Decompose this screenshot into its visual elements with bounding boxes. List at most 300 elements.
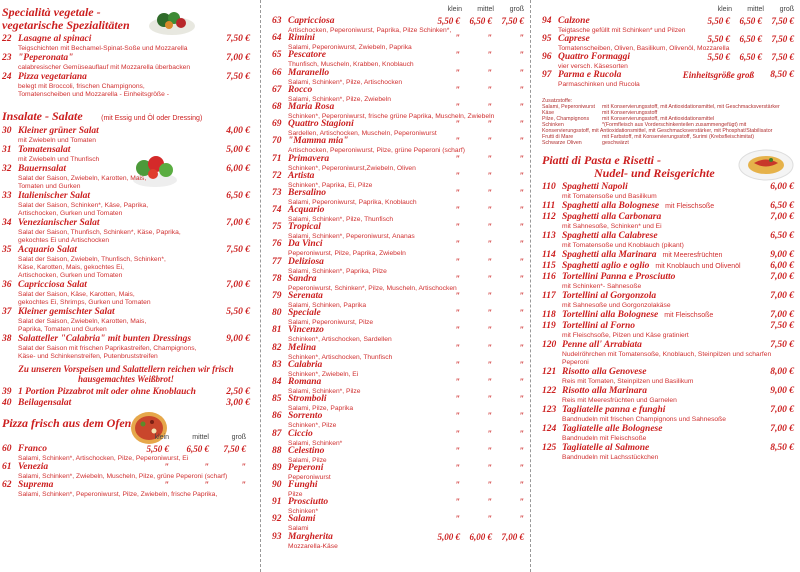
item-desc: mit Tomatensoße und Knoblauch (pikant) bbox=[562, 242, 684, 249]
parma-item bbox=[542, 70, 794, 90]
item-number: 87 bbox=[272, 428, 282, 439]
menu-item bbox=[2, 191, 250, 218]
menu-item bbox=[2, 387, 250, 398]
additive-row bbox=[542, 122, 794, 134]
item-price: 7,50 € bbox=[770, 340, 794, 350]
item-name: Spaghetti alla Bolognese bbox=[562, 201, 660, 211]
vegetarian-title-1: Specialità vegetale - bbox=[2, 5, 101, 19]
item-number: 31 bbox=[2, 145, 12, 155]
item-price: " bbox=[487, 411, 492, 422]
item-desc: mit Schinken*- Sahnesoße bbox=[562, 283, 642, 290]
item-name: Acquario Salat bbox=[18, 245, 77, 255]
item-desc: Schinken*, Pilze bbox=[288, 422, 337, 430]
item-price: " bbox=[455, 308, 460, 319]
item-price: " bbox=[519, 445, 524, 456]
size-header-c bbox=[542, 6, 794, 16]
additive-key: Schwarze Oliven bbox=[542, 140, 582, 146]
item-number: 76 bbox=[272, 239, 282, 250]
item-desc: Tomatenscheiben und Mozzarella - Einheitsgröße - bbox=[18, 91, 169, 98]
item-price: " bbox=[455, 187, 460, 198]
item-number: 24 bbox=[2, 72, 12, 82]
item-name: Caprese bbox=[558, 34, 590, 44]
item-price: 6,50 € bbox=[739, 34, 762, 44]
item-name: Stromboli bbox=[288, 394, 327, 405]
item-desc: Salat der Saison, Thunfisch, Schinken*, Käse, Paprika, bbox=[18, 229, 181, 236]
item-price: " bbox=[519, 153, 524, 164]
additive-key: Salami, Peperoniwurst bbox=[542, 104, 595, 110]
item-desc: Salami, Schinken*, Pilze, Thunfisch bbox=[288, 216, 394, 224]
item-price: 5,50 € bbox=[146, 444, 169, 454]
item-number: 67 bbox=[272, 84, 282, 95]
item-name: Salami bbox=[288, 514, 316, 525]
item-number: 84 bbox=[272, 376, 282, 387]
item-price: 7,00 € bbox=[770, 424, 794, 434]
item-desc: mit Zwiebeln und Tomaten bbox=[18, 137, 96, 144]
item-price: 7,50 € bbox=[771, 16, 794, 26]
item-price: " bbox=[455, 205, 460, 216]
size-medium: mittel bbox=[192, 434, 209, 441]
menu-item bbox=[2, 398, 250, 409]
item-number: 82 bbox=[272, 342, 282, 353]
item-price: " bbox=[487, 187, 492, 198]
item-price: " bbox=[519, 428, 524, 439]
item-price: 7,50 € bbox=[501, 16, 524, 26]
item-number: 89 bbox=[272, 462, 282, 473]
item-price: 7,00 € bbox=[501, 531, 524, 542]
menu-item bbox=[542, 261, 794, 272]
item-price: 6,50 € bbox=[770, 201, 794, 211]
item-number: 35 bbox=[2, 245, 12, 255]
item-number: 66 bbox=[272, 67, 282, 78]
pizza-item bbox=[272, 136, 524, 155]
item-price: 6,00 € bbox=[226, 164, 250, 174]
item-price: " bbox=[487, 119, 492, 130]
size-header-a bbox=[2, 434, 250, 444]
item-price: " bbox=[487, 462, 492, 473]
item-price: 6,50 € bbox=[226, 191, 250, 201]
item-name: Rimini bbox=[288, 33, 315, 44]
item-price: " bbox=[519, 50, 524, 61]
item-name: Kleiner grüner Salat bbox=[18, 126, 99, 136]
item-price: " bbox=[164, 480, 169, 490]
item-price: 8,50 € bbox=[770, 70, 794, 80]
item-name: Peperoni bbox=[288, 462, 324, 473]
item-number: 118 bbox=[542, 310, 556, 320]
item-price: " bbox=[487, 480, 492, 491]
item-name: Venezia bbox=[18, 462, 49, 472]
item-name: Sandra bbox=[288, 273, 317, 284]
menu-item bbox=[542, 182, 794, 201]
item-desc: Salami, Schinken* bbox=[288, 439, 343, 447]
item-price: " bbox=[519, 462, 524, 473]
vegetarian-section bbox=[2, 6, 250, 99]
item-desc: Schinken*, Peperoniwurst, frische grüne Paprika, Muscheln, Zwiebeln bbox=[288, 112, 495, 120]
item-price: " bbox=[519, 84, 524, 95]
menu-item bbox=[542, 405, 794, 424]
item-price: 7,50 € bbox=[223, 444, 246, 454]
pizza-item bbox=[542, 16, 794, 34]
item-name: Maria Rosa bbox=[288, 101, 335, 112]
menu-item bbox=[542, 367, 794, 386]
item-price: " bbox=[455, 153, 460, 164]
menu-item bbox=[2, 126, 250, 145]
bread-banner-2: hausgemachtes Weißbrot! bbox=[78, 374, 174, 384]
item-price: 7,00 € bbox=[770, 405, 794, 415]
item-name: Franco bbox=[18, 444, 48, 454]
pizza-item bbox=[542, 34, 794, 52]
item-number: 95 bbox=[542, 34, 552, 44]
additive-key: Pilze, Champignons bbox=[542, 116, 590, 122]
pizza-oven-section bbox=[2, 417, 250, 498]
item-price: 5,50 € bbox=[226, 307, 250, 317]
item-name: Bersalino bbox=[288, 187, 327, 198]
pizza-item bbox=[272, 205, 524, 224]
item-name: Spaghetti alla Marinara bbox=[562, 250, 657, 260]
pizza-item bbox=[2, 480, 250, 498]
item-name: Quattro Formaggi bbox=[558, 52, 631, 62]
pizza-item bbox=[542, 52, 794, 70]
item-name: Pizza vegetariana bbox=[18, 72, 87, 82]
item-name: Risotto alla Genovese bbox=[562, 367, 647, 377]
item-price: " bbox=[487, 497, 492, 508]
item-price: " bbox=[455, 84, 460, 95]
item-number: 83 bbox=[272, 359, 282, 370]
item-price: " bbox=[519, 273, 524, 284]
item-name: Prosciutto bbox=[288, 497, 329, 508]
pizza-item bbox=[272, 187, 524, 206]
salads-section bbox=[2, 107, 250, 409]
item-desc: Reis mit Meeresfrüchten und Garnelen bbox=[562, 397, 677, 404]
item-price: " bbox=[455, 136, 460, 147]
pizza-item bbox=[272, 376, 524, 395]
item-price: 5,00 € bbox=[226, 145, 250, 155]
item-number: 90 bbox=[272, 480, 282, 491]
item-number: 88 bbox=[272, 445, 282, 456]
item-price: 9,00 € bbox=[770, 386, 794, 396]
item-desc: Bandnudeln mit frischen Champignons und Sahnesoße bbox=[562, 416, 726, 423]
item-name: Vincenzo bbox=[288, 325, 324, 336]
item-desc: Peperoniwurst bbox=[288, 473, 331, 481]
item-number: 68 bbox=[272, 101, 282, 112]
size-large: groß bbox=[779, 6, 794, 13]
pasta-title-2: Nudel- und Reisgerichte bbox=[594, 166, 715, 180]
item-name: Spaghetti Napoli bbox=[562, 182, 628, 192]
item-price: " bbox=[519, 205, 524, 216]
item-desc: mit Tomatensoße und Basilikum bbox=[562, 193, 657, 200]
item-number: 30 bbox=[2, 126, 12, 136]
item-name: Bauernsalat bbox=[18, 164, 67, 174]
item-price: " bbox=[487, 376, 492, 387]
item-desc: Teigtasche gefüllt mit Schinken* und Pilzen bbox=[558, 27, 686, 34]
item-desc: Salami, Peperoniwurst, Pilze bbox=[288, 319, 374, 327]
menu-item bbox=[2, 145, 250, 164]
item-price: 7,00 € bbox=[226, 53, 250, 63]
item-number: 63 bbox=[272, 16, 282, 26]
menu-item bbox=[542, 386, 794, 405]
item-desc: Salami, Schinken*, Pilze bbox=[288, 387, 361, 395]
item-name: Sorrento bbox=[288, 411, 323, 422]
item-price: " bbox=[455, 256, 460, 267]
item-desc: Käse- und Schinkenstreifen, Putenbruststreifen bbox=[18, 353, 158, 360]
additive-value: *(Formfleisch aus Vorderschinkenteilen zusammengefügt) mit Konservierungsstoff, mit Antioxidationsmittel, mit Geschmacksverstärker, mit Phosphat/Stabilisator bbox=[542, 122, 773, 134]
item-number: 85 bbox=[272, 394, 282, 405]
pizza-item bbox=[272, 394, 524, 413]
item-price: 3,00 € bbox=[226, 398, 250, 408]
item-desc: Salami, Schinken*, Artischocken, Pilze, Peperoniwurst, Ei bbox=[18, 455, 189, 462]
item-name: Acquario bbox=[288, 205, 325, 216]
item-desc: Salami bbox=[288, 525, 309, 533]
pizza-oven-title: Pizza frisch aus dem Ofen bbox=[2, 416, 132, 430]
item-name: Capricciosa bbox=[288, 16, 335, 26]
item-desc: Peperoniwurst, Schinken*, Pilze, Muscheln, Artischocken bbox=[288, 284, 457, 292]
pizza-item bbox=[272, 101, 524, 120]
item-desc: calabresischer Gemüseauflauf mit Mozzarella überbacken bbox=[18, 64, 191, 71]
menu-item bbox=[2, 34, 250, 53]
item-desc: Salat der Saison, Zwiebeln, Karotten, Mais, bbox=[18, 318, 147, 325]
item-price: " bbox=[455, 462, 460, 473]
item-number: 79 bbox=[272, 291, 282, 301]
item-desc: Tomatenscheiben, Oliven, Basilikum, Olivenöl, Mozzarella bbox=[558, 45, 730, 52]
item-price: " bbox=[455, 411, 460, 422]
item-name: Spaghetti alla Carbonara bbox=[562, 212, 662, 222]
menu-item bbox=[542, 250, 794, 261]
item-desc: Schinken*, Paprika, Ei, Pilze bbox=[288, 181, 373, 189]
pizza-item bbox=[272, 480, 524, 499]
item-price: 6,50 € bbox=[739, 16, 762, 26]
item-price: " bbox=[519, 291, 524, 301]
pizza-item bbox=[272, 445, 524, 464]
additive-key: Käse bbox=[542, 110, 555, 116]
item-name: Parma e Rucola bbox=[558, 70, 622, 80]
item-name: Tagliatelle al Salmone bbox=[562, 443, 650, 453]
item-desc: Bandnudeln mit Lachsstückchen bbox=[562, 454, 659, 461]
item-desc: Salat der Saison, Zwiebeln, Karotten, Mais, bbox=[18, 175, 147, 182]
item-desc: belegt mit Broccoli, frischen Champignons, bbox=[18, 83, 145, 90]
item-price: " bbox=[455, 497, 460, 508]
item-price: " bbox=[519, 101, 524, 112]
parma-size: Einheitsgröße groß bbox=[682, 70, 754, 80]
item-name: Quattro Stagioni bbox=[288, 119, 354, 130]
item-number: 22 bbox=[2, 34, 12, 44]
item-number: 122 bbox=[542, 386, 557, 396]
item-price: " bbox=[487, 325, 492, 336]
item-desc: Paprika, Tomaten und Gurken bbox=[18, 326, 107, 333]
item-price: " bbox=[487, 136, 492, 147]
item-number: 110 bbox=[542, 182, 556, 192]
item-price: " bbox=[487, 428, 492, 439]
menu-item bbox=[2, 218, 250, 245]
pizza-item bbox=[272, 462, 524, 481]
pizza-item bbox=[272, 84, 524, 103]
item-name: Rocco bbox=[288, 84, 313, 95]
menu-item bbox=[2, 307, 250, 334]
item-price: " bbox=[487, 256, 492, 267]
item-number: 124 bbox=[542, 424, 557, 434]
item-price: " bbox=[519, 308, 524, 319]
item-price: " bbox=[519, 67, 524, 78]
item-name: Pescatore bbox=[288, 50, 326, 61]
item-desc: Salat der Saison, Schinken*, Käse, Paprika, bbox=[18, 202, 149, 209]
item-price: 5,50 € bbox=[707, 34, 730, 44]
pizza-item bbox=[272, 239, 524, 258]
item-price: 7,50 € bbox=[226, 34, 250, 44]
item-number: 34 bbox=[2, 218, 12, 228]
item-price: " bbox=[519, 256, 524, 267]
item-price: " bbox=[487, 308, 492, 319]
item-price: " bbox=[455, 50, 460, 61]
item-desc: Schinken* bbox=[288, 508, 319, 516]
item-desc: mit Fleischsoße, Pilzen und Käse gratiniert bbox=[562, 332, 689, 339]
item-number: 92 bbox=[272, 514, 282, 525]
item-price: " bbox=[455, 33, 460, 44]
item-price: 9,00 € bbox=[226, 334, 250, 344]
pizza-item bbox=[272, 325, 524, 344]
item-price: 5,00 € bbox=[437, 531, 460, 542]
item-name: Margherita bbox=[288, 531, 333, 542]
item-desc: Salami, Schinken*, Peperoniwurst, Ananas bbox=[288, 233, 415, 241]
item-name: Tortellini al Forno bbox=[562, 321, 636, 331]
item-price: 7,50 € bbox=[771, 34, 794, 44]
size-small: klein bbox=[447, 6, 462, 13]
item-desc: Salami, Schinken*, Paprika, Pilze bbox=[288, 267, 387, 275]
item-desc: mit Sahnesoße und Gorgonzolakäse bbox=[562, 302, 671, 309]
menu-item bbox=[542, 272, 794, 291]
item-name: Da Vinci bbox=[288, 239, 323, 250]
item-name: Tortellini alla Bolognese bbox=[562, 310, 659, 320]
item-number: 96 bbox=[542, 52, 552, 62]
item-price: 7,50 € bbox=[226, 245, 250, 255]
item-desc: gekochtes Ei, Shrimps, Gurken und Tomaten bbox=[18, 299, 151, 306]
item-price: " bbox=[487, 205, 492, 216]
item-name: Tagliatelle panna e funghi bbox=[562, 405, 666, 415]
menu-item bbox=[542, 321, 794, 340]
menu-column-1 bbox=[0, 0, 258, 572]
additive-value: mit Konservierungsstoff, mit Antioxidationsmittel bbox=[602, 116, 715, 122]
additive-key: Frutti di Mare bbox=[542, 134, 574, 140]
item-number: 60 bbox=[2, 444, 12, 454]
item-desc: Salami, Pilze bbox=[288, 456, 327, 464]
item-price: " bbox=[519, 119, 524, 130]
item-price: " bbox=[519, 394, 524, 405]
pizza-item bbox=[272, 222, 524, 241]
item-name: "Mamma mia" bbox=[288, 136, 349, 147]
menu-column-2 bbox=[262, 0, 526, 572]
size-medium: mittel bbox=[477, 6, 494, 13]
size-large: groß bbox=[509, 6, 524, 13]
pizza-item bbox=[272, 67, 524, 86]
menu-item bbox=[2, 334, 250, 361]
item-number: 61 bbox=[2, 462, 12, 472]
pizza-item bbox=[272, 50, 524, 69]
item-price: " bbox=[519, 497, 524, 508]
item-number: 70 bbox=[272, 136, 282, 147]
item-price: 4,00 € bbox=[226, 126, 250, 136]
item-price: " bbox=[519, 33, 524, 44]
pizza-item bbox=[272, 16, 524, 34]
item-price: " bbox=[455, 239, 460, 250]
item-price: " bbox=[519, 325, 524, 336]
item-desc: Teigschichten mit Bechamel-Spinat-Soße und Mozzarella bbox=[18, 45, 188, 52]
item-name: Calzone bbox=[558, 16, 590, 26]
item-name: Suprema bbox=[18, 480, 54, 490]
item-desc: mit Zwiebeln und Thunfisch bbox=[18, 156, 100, 163]
item-price: 7,50 € bbox=[770, 321, 794, 331]
menu-item bbox=[542, 201, 794, 212]
pizza-item bbox=[272, 273, 524, 292]
item-price: " bbox=[519, 239, 524, 250]
item-name: Italienischer Salat bbox=[18, 191, 91, 201]
item-desc: Peperoniwurst, Pilze, Paprika, Zwiebeln bbox=[288, 250, 406, 258]
item-name: Maranello bbox=[288, 67, 330, 78]
item-name: Capricciosa Salat bbox=[18, 280, 87, 290]
item-number: 111 bbox=[542, 201, 556, 211]
item-name: Primavera bbox=[288, 153, 330, 164]
item-desc: Tomaten und Gurken bbox=[18, 183, 81, 190]
item-desc: Käse, Karotten, Mais, gekochtes Ei, bbox=[18, 264, 124, 271]
item-desc: Salami, Pilze, Paprika bbox=[288, 405, 354, 413]
item-price: " bbox=[519, 170, 524, 181]
bread-banner-1: Zu unseren Vorspeisen und Salattellern reichen wir frisch bbox=[18, 364, 234, 374]
item-price: 9,00 € bbox=[770, 250, 794, 260]
additives bbox=[542, 98, 794, 146]
item-inline-desc: mit Fleischsoße bbox=[665, 203, 715, 210]
item-price: 6,00 € bbox=[770, 182, 794, 192]
item-inline-desc: mit Meeresfrüchten bbox=[662, 252, 723, 259]
item-name: Penne all' Arrabiata bbox=[562, 340, 642, 350]
item-price: " bbox=[519, 342, 524, 353]
item-desc: Salami, Schinken, Paprika bbox=[288, 302, 367, 309]
menu-item bbox=[542, 443, 794, 462]
item-price: " bbox=[519, 222, 524, 233]
pizza-item bbox=[272, 119, 524, 138]
item-price: " bbox=[487, 239, 492, 250]
vegetarian-title-2: vegetarische Spezialitäten bbox=[2, 18, 130, 32]
item-price: " bbox=[204, 480, 209, 490]
item-desc: Parmaschinken und Rucola bbox=[558, 81, 640, 88]
item-price: " bbox=[487, 153, 492, 164]
item-name: Serenata bbox=[288, 291, 323, 301]
item-price: " bbox=[519, 187, 524, 198]
item-desc: Nudelröhrchen mit Tomatensoße, Knoblauch, Steinpilzen und scharfen Peperoni bbox=[562, 351, 772, 366]
item-name: Artista bbox=[288, 170, 315, 181]
item-desc: Sardellen, Artischocken, Muscheln, Peperoniwurst bbox=[288, 130, 437, 138]
item-name: "Peperonata" bbox=[18, 53, 74, 63]
item-desc: Reis mit Tomaten, Steinpilzen und Basilikum bbox=[562, 378, 694, 385]
menu-item bbox=[2, 164, 250, 191]
item-name: Beilagensalat bbox=[18, 398, 72, 408]
item-name: Funghi bbox=[288, 480, 318, 491]
item-name: Spaghetti alla Calabrese bbox=[562, 231, 658, 241]
additive-value: mit Farbstoff, mit Konservierungsstoff, Surimi (Krebsfleischimitat) bbox=[602, 134, 754, 140]
item-desc: Artischocken, Gurken und Tomaten bbox=[18, 210, 123, 217]
item-name: Kleiner gemischter Salat bbox=[18, 307, 115, 317]
item-price: " bbox=[487, 67, 492, 78]
item-number: 94 bbox=[542, 16, 552, 26]
item-price: " bbox=[455, 273, 460, 284]
item-desc: Artischocken, Peperoniwurst, Paprika, Pilze Schinken*, bbox=[288, 27, 452, 34]
item-number: 73 bbox=[272, 187, 282, 198]
item-price: " bbox=[455, 445, 460, 456]
item-price: " bbox=[519, 376, 524, 387]
size-large: groß bbox=[231, 434, 246, 441]
item-inline-desc: mit Fleischsoße bbox=[664, 312, 714, 319]
size-medium: mittel bbox=[747, 6, 764, 13]
item-price: 8,00 € bbox=[770, 367, 794, 377]
pizza-item bbox=[2, 444, 250, 462]
item-price: " bbox=[455, 291, 460, 301]
item-price: " bbox=[455, 376, 460, 387]
item-number: 33 bbox=[2, 191, 12, 201]
